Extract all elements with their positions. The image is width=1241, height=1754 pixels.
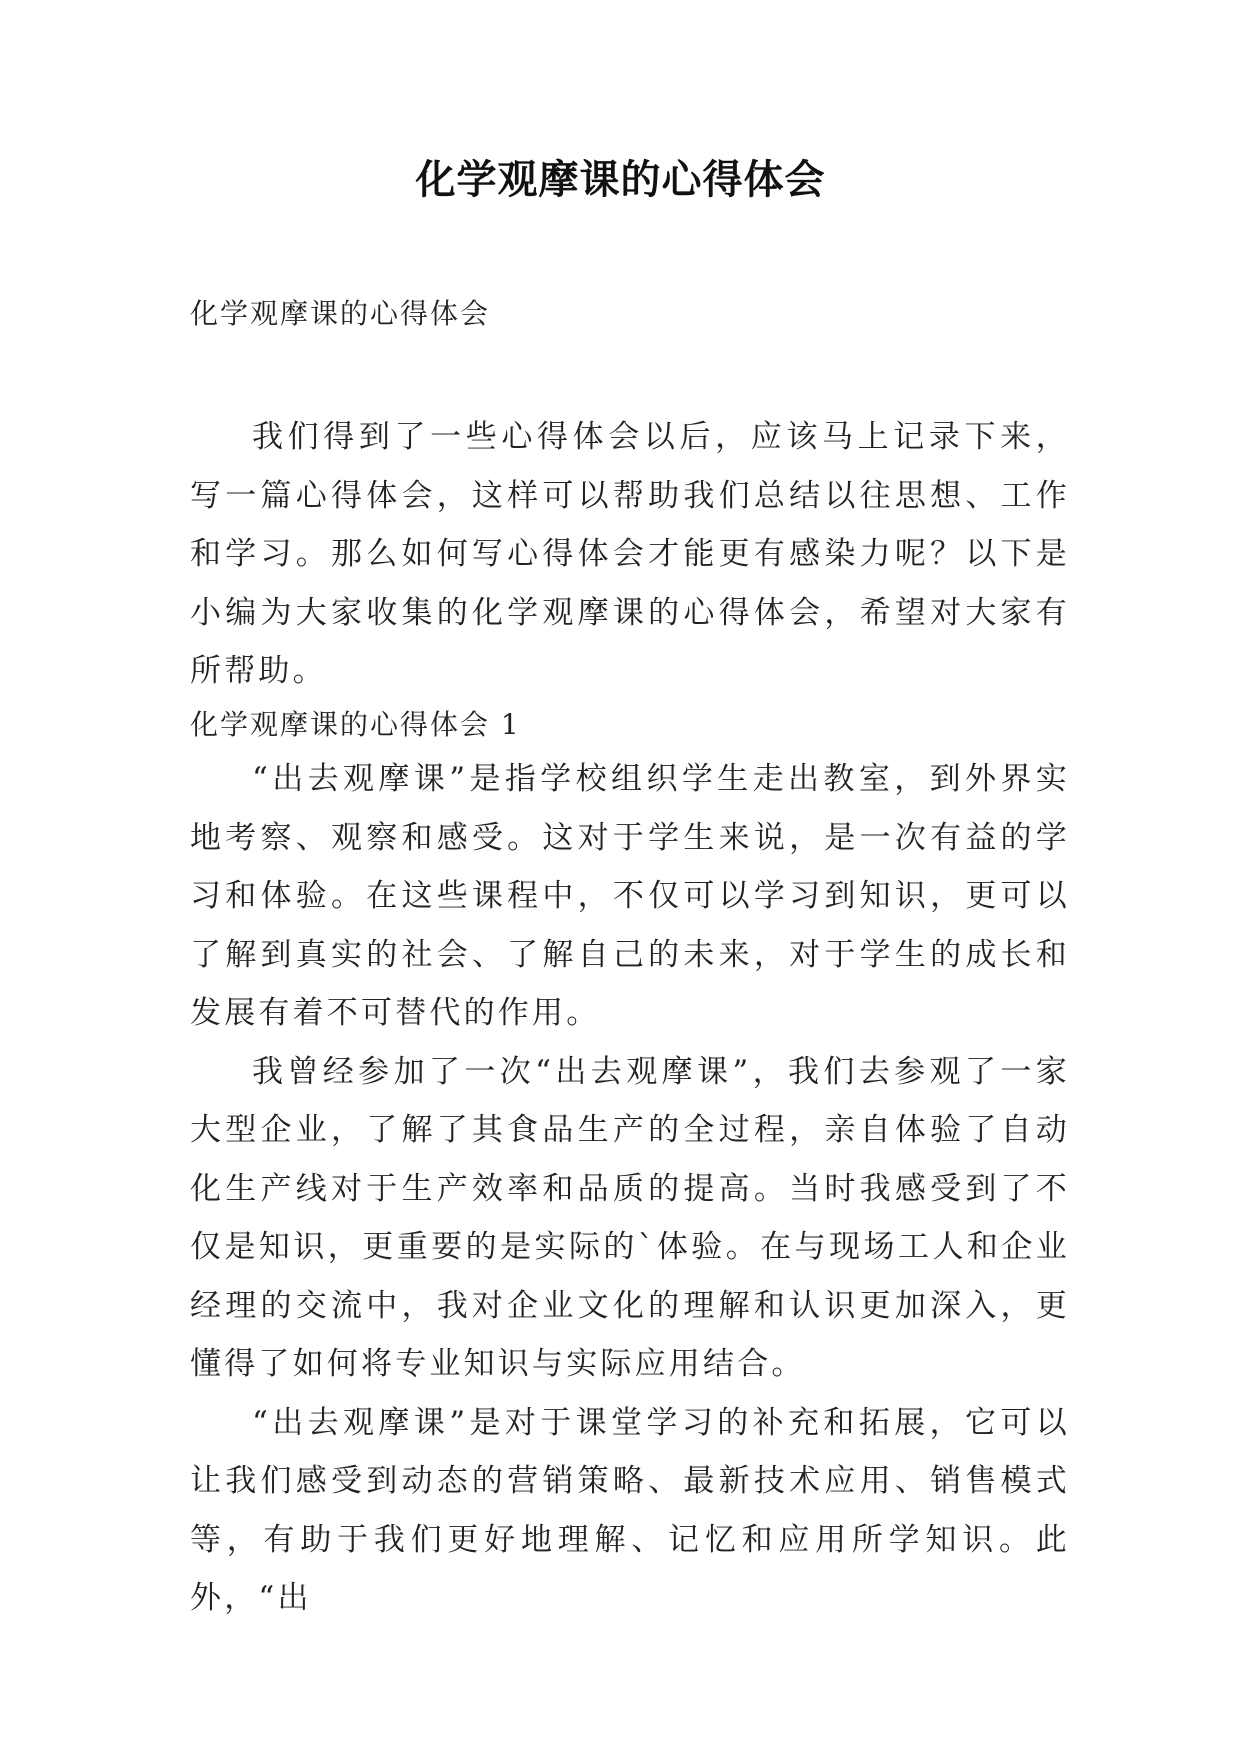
body-paragraph: “出去观摩课”是对于课堂学习的补充和拓展，它可以让我们感受到动态的营销策略、最新技术应用、销售模式等，有助于我们更好地理解、记忆和应用所学知识。此外，“出 — [190, 1404, 1070, 1616]
body-paragraph: “出去观摩课”是指学校组织学生走出教室，到外界实地考察、观察和感受。这对于学生来说，是一次有益的学习和体验。在这些课程中，不仅可以学习到知识，更可以了解到真实的社会、了解自己的未来，对于学生的成长和发展有着不可替代的作用。 — [190, 761, 1070, 1031]
body-paragraph: 我曾经参加了一次“出去观摩课”，我们去参观了一家大型企业，了解了其食品生产的全过程，亲自体验了自动化生产线对于生产效率和品质的提高。当时我感受到了不仅是知识，更重要的是实际的`体验。在与现场工人和企业经理的交流中，我对企业文化的理解和认识更加深入，更懂得了如何将专业知识与实际应用结合。 — [190, 1053, 1070, 1382]
document-title: 化学观摩课的心得体会 — [415, 156, 826, 203]
intro-paragraph: 我们得到了一些心得体会以后，应该马上记录下来，写一篇心得体会，这样可以帮助我们总结以往思想、工作和学习。那么如何写心得体会才能更有感染力呢？以下是小编为大家收集的化学观摩课的心得体会，希望对大家有所帮助。 — [190, 419, 1070, 689]
section-1 — [190, 700, 1070, 1628]
intro-block — [190, 408, 1070, 701]
section-heading: 化学观摩课的心得体会 1 — [190, 708, 521, 741]
document-subtitle: 化学观摩课的心得体会 — [190, 297, 491, 330]
